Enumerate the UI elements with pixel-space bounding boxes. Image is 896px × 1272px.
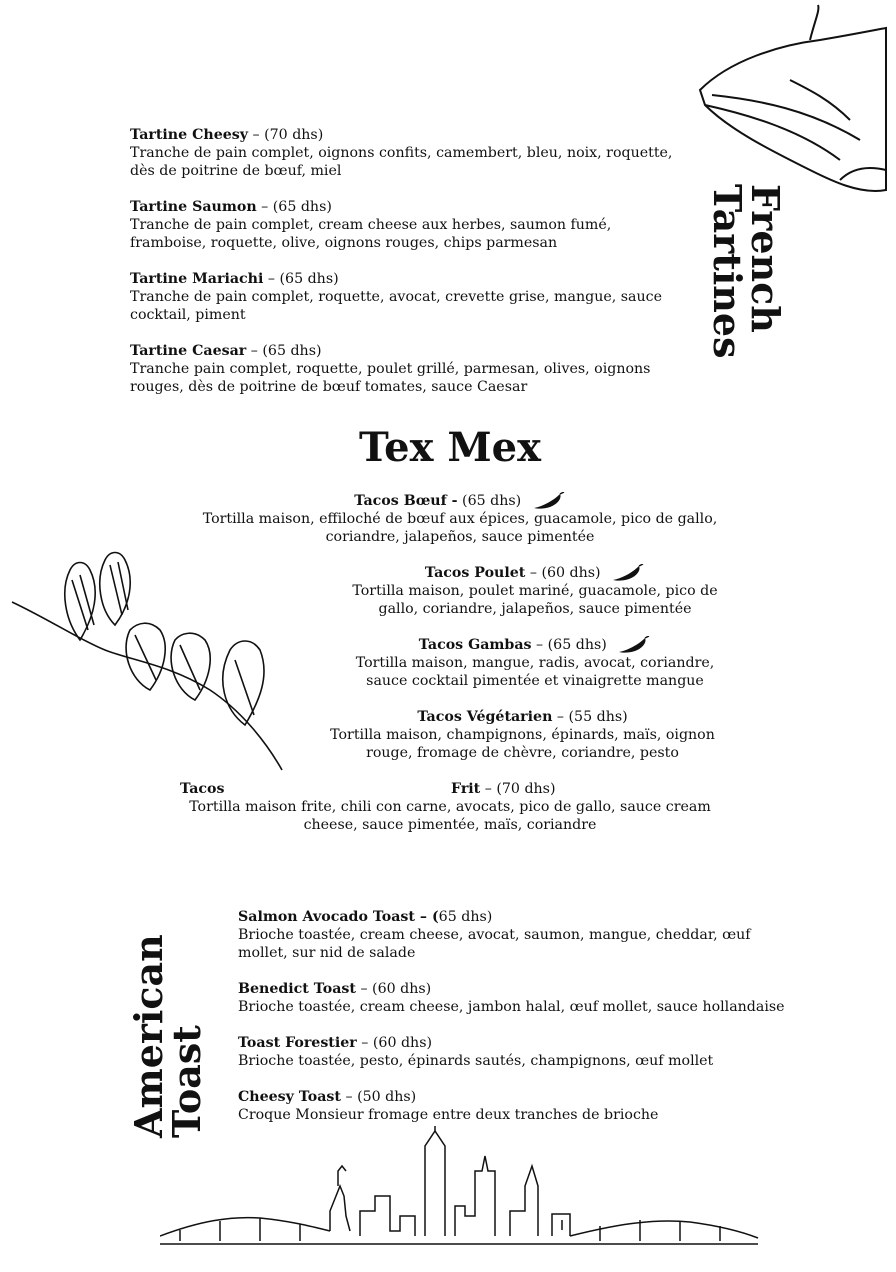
item-name-part: Frit	[451, 781, 481, 797]
item-description: Tortilla maison, effiloché de bœuf aux épices, guacamole, pico de gallo, coriandre, jalapeños, sauce pimentée	[202, 511, 718, 545]
item-name: Tacos Végétarien	[417, 709, 553, 725]
item-name: Tartine Cheesy	[130, 127, 248, 143]
item-name: Tacos Gambas	[418, 637, 532, 653]
item-name: Tartine Mariachi	[130, 271, 264, 287]
american-toast-title: American Toast	[126, 934, 209, 1138]
item-name: Tartine Saumon	[130, 199, 257, 215]
item-name: Tartine Caesar	[130, 343, 247, 359]
item-description: Tortilla maison frite, chili con carne, avocats, pico de gallo, sauce cream cheese, sauce pimentée, maïs, coriandre	[189, 799, 711, 833]
item-description: Croque Monsieur fromage entre deux tranches de brioche	[238, 1107, 659, 1123]
item-name: Toast Forestier	[238, 1035, 357, 1051]
item-name: Tacos Poulet	[424, 565, 526, 581]
item-price: – (60 dhs)	[356, 1035, 433, 1051]
item-name: Salmon Avocado Toast – (	[238, 909, 439, 925]
menu-item	[130, 126, 690, 180]
menu-item	[180, 780, 720, 834]
item-description: Brioche toastée, cream cheese, jambon halal, œuf mollet, sauce hollandaise	[238, 999, 785, 1015]
item-price: – (70 dhs)	[247, 127, 324, 143]
menu-item	[238, 1088, 798, 1124]
chili-pepper-icon	[532, 492, 566, 510]
tacos-illustration	[10, 540, 310, 780]
menu-item	[130, 198, 690, 252]
item-price: – (65 dhs)	[531, 637, 607, 653]
item-price: – (70 dhs)	[480, 781, 556, 797]
french-tartines-title: French Tartines	[705, 184, 788, 359]
item-name: Tacos Bœuf -	[354, 493, 458, 509]
item-description: Brioche toastée, cream cheese, avocat, saumon, mangue, cheddar, œuf mollet, sur nid de salade	[238, 927, 751, 961]
item-price: – (65 dhs)	[246, 343, 322, 359]
item-price: – (65 dhs)	[263, 271, 339, 287]
menu-item	[130, 270, 690, 324]
item-description: Tortilla maison, mangue, radis, avocat, coriandre, sauce cocktail pimentée et vinaigrette mangue	[355, 655, 715, 689]
menu-item	[238, 980, 798, 1016]
item-price: – (60 dhs)	[355, 981, 432, 997]
item-description: Tortilla maison, champignons, épinards, maïs, oignon rouge, fromage de chèvre, coriandre, pesto	[330, 727, 715, 761]
menu-item	[340, 636, 730, 690]
item-name: Cheesy Toast	[238, 1089, 341, 1105]
menu-item	[238, 908, 798, 962]
item-description: Brioche toastée, pesto, épinards sautés, champignons, œuf mollet	[238, 1053, 714, 1069]
item-price: (65 dhs)	[457, 493, 522, 509]
item-name: Benedict Toast	[238, 981, 356, 997]
item-price: 65 dhs)	[438, 909, 493, 925]
menu-item	[180, 492, 740, 546]
item-price: – (65 dhs)	[256, 199, 332, 215]
item-description: Tranche de pain complet, oignons confits, camembert, bleu, noix, roquette, dès de poitrine de bœuf, miel	[130, 145, 673, 179]
item-price: – (55 dhs)	[552, 709, 628, 725]
item-description: Tortilla maison, poulet mariné, guacamole, pico de gallo, coriandre, jalapeños, sauce pimentée	[352, 583, 718, 617]
chili-pepper-icon	[611, 564, 645, 582]
chili-pepper-icon	[617, 636, 651, 654]
menu-item	[130, 342, 690, 396]
item-description: Tranche de pain complet, roquette, avocat, crevette grise, mangue, sauce cocktail, piment	[130, 289, 662, 323]
item-price: – (60 dhs)	[525, 565, 601, 581]
skyline-illustration	[160, 1126, 760, 1256]
item-price: – (50 dhs)	[340, 1089, 417, 1105]
menu-item	[340, 564, 730, 618]
item-description: Tranche pain complet, roquette, poulet grillé, parmesan, olives, oignons rouges, dès de poitrine de bœuf tomates, sauce Caesar	[130, 361, 651, 395]
menu-item	[320, 708, 725, 762]
item-description: Tranche de pain complet, cream cheese aux herbes, saumon fumé, framboise, roquette, olive, oignons rouges, chips parmesan	[130, 217, 612, 251]
tex-mex-title: Tex Mex	[359, 424, 541, 471]
item-name-part: Tacos	[180, 781, 225, 797]
bread-loaf-illustration	[690, 0, 890, 200]
menu-item	[238, 1034, 798, 1070]
